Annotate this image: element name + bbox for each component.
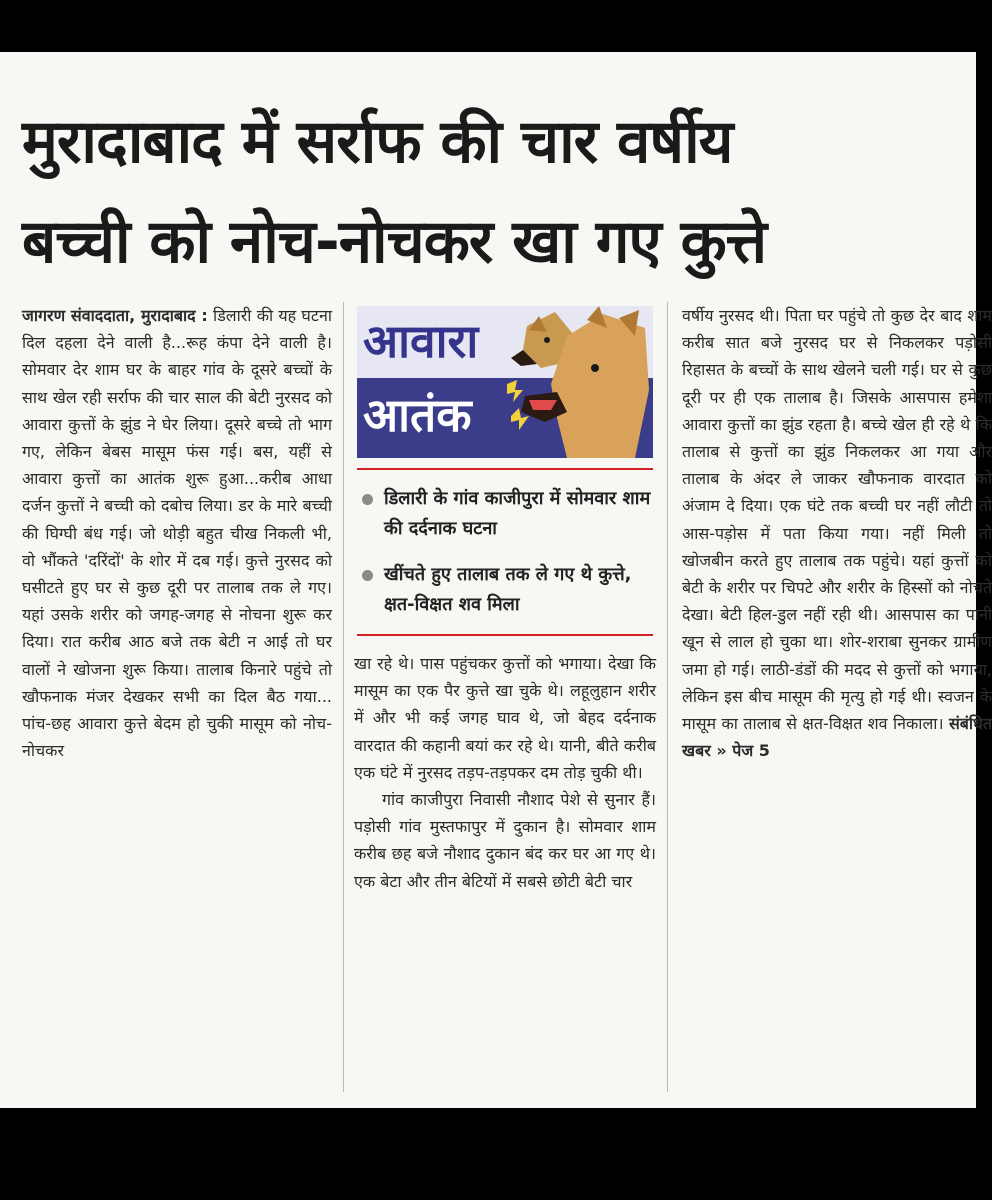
byline: जागरण संवाददाता, मुरादाबाद : [22, 306, 208, 325]
headline [22, 92, 982, 292]
highlight-top-rule [357, 468, 653, 470]
bullet-icon [362, 494, 373, 505]
highlight-bottom-rule [357, 634, 653, 636]
article-column-2 [354, 650, 656, 895]
banner-title-bottom: आतंक [363, 388, 472, 442]
banner-title-top: आवारा [363, 314, 479, 368]
article-column-3 [682, 302, 992, 764]
banner-image [357, 306, 653, 458]
angry-dogs-illustration [507, 306, 653, 458]
newspaper-clipping [0, 52, 992, 1108]
headline-line-2: बच्ची को नोच-नोचकर खा गए कुत्ते [22, 207, 767, 277]
column-1-text: डिलारी की यह घटना दिल दहला देने वाली है...रूह कंपा देने वाली है। सोमवार देर शाम घर के बाहर गांव के दूसरे बच्चों के साथ खेल रही सर्राफ की चार साल की बेटी नुरसद को आवारा कुत्तों के झुंड ने घेर लिया। दूसरे बच्चे तो भाग गए, लेकिन बेबस मासूम फंस गई। बस, यहीं से आवारा कुत्तों का आतंक शुरू हुआ...करीब आधा दर्जन कुत्तों ने बच्ची को दबोच लिया। डर के मारे बच्ची की घिग्घी बंध गई। जो थोड़ी बहुत चीख निकली भी, वो भौंकते 'दरिंदों' के शोर में दब गई। कुत्ते नुरसद को घसीटते हुए घर से कुछ दूरी पर तालाब तक ले गए। यहां उसके शरीर को जगह-जगह से नोचना शुरू कर दिया। रात करीब आठ बजे तक बेटी न आई तो घर वालों ने खोजना शुरू किया। तालाब किनारे पहुंचे तो खौफनाक मंजर देखकर सभी का दिल बैठ गया... पांच-छह आवारा कुत्ते बेदम हो चुकी मासूम को नोच-नोचकर [22, 306, 332, 761]
highlight-1 [362, 484, 652, 544]
column-2-paragraph-2: गांव काजीपुरा निवासी नौशाद पेशे से सुनार हैं। पड़ोसी गांव मुस्तफापुर में दुकान है। सोमवार शाम करीब छह बजे नौशाद दुकान बंद कर घर आ गए थे। एक बेटा और तीन बेटियों में सबसे छोटी बेटी चार [354, 790, 656, 891]
column-divider [667, 302, 668, 1092]
article-column-1 [22, 302, 332, 764]
column-divider [343, 302, 344, 1092]
column-2-paragraph-1: खा रहे थे। पास पहुंचकर कुत्तों को भगाया। देखा कि मासूम का एक पैर कुत्ते खा चुके थे। लहूलुहान शरीर में और भी कई जगह घाव थे, जो बेहद दर्दनाक वारदात की कहानी बयां कर रहे थे। यानी, बीते करीब एक घंटे में नुरसद तड़प-तड़पकर दम तोड़ चुकी थी। [354, 654, 656, 782]
highlight-2 [362, 560, 652, 620]
related-news-reference: संबंधित खबर » पेज 5 [682, 714, 992, 761]
highlight-2-text: खींचते हुए तालाब तक ले गए थे कुत्ते, क्षत-विक्षत शव मिला [384, 564, 632, 615]
column-3-text: वर्षीय नुरसद थी। पिता घर पहुंचे तो कुछ देर बाद शाम करीब सात बजे नुरसद घर से निकलकर पड़ोसी रिहासत के बच्चों के साथ खेलने चली गई। घर से कुछ दूरी पर ही एक तालाब है। जिसके आसपास हमेशा आवारा कुत्तों का झुंड रहता है। बच्चे खेल ही रहे थे कि तालाब से कुत्तों का झुंड निकलकर आ गया और तालाब के अंदर ले जाकर खौफनाक वारदात को अंजाम दे दिया। एक घंटे तक बच्ची घर नहीं लौटी तो आस-पड़ोस में पता किया गया। नहीं मिली तो खोजबीन करते हुए तालाब तक पहुंचे। यहां कुत्तों को बेटी के शरीर पर चिपटे और शरीर के हिस्सों को नोचते देखा। बेटी हिल-डुल नहीं रही थी। आसपास का पानी खून से लाल हो चुका था। शोर-शराबा सुनकर ग्रामीण जमा हो गई। लाठी-डंडों की मदद से कुत्तों को भगाया, लेकिन इस बीच मासूम की मृत्यु हो गई थी। स्वजन के मासूम का तालाब से क्षत-विक्षत शव निकाला। [682, 306, 992, 734]
headline-line-1: मुरादाबाद में सर्राफ की चार वर्षीय [22, 107, 733, 177]
highlight-1-text: डिलारी के गांव काजीपुरा में सोमवार शाम की दर्दनाक घटना [384, 488, 651, 539]
bullet-icon [362, 570, 373, 581]
